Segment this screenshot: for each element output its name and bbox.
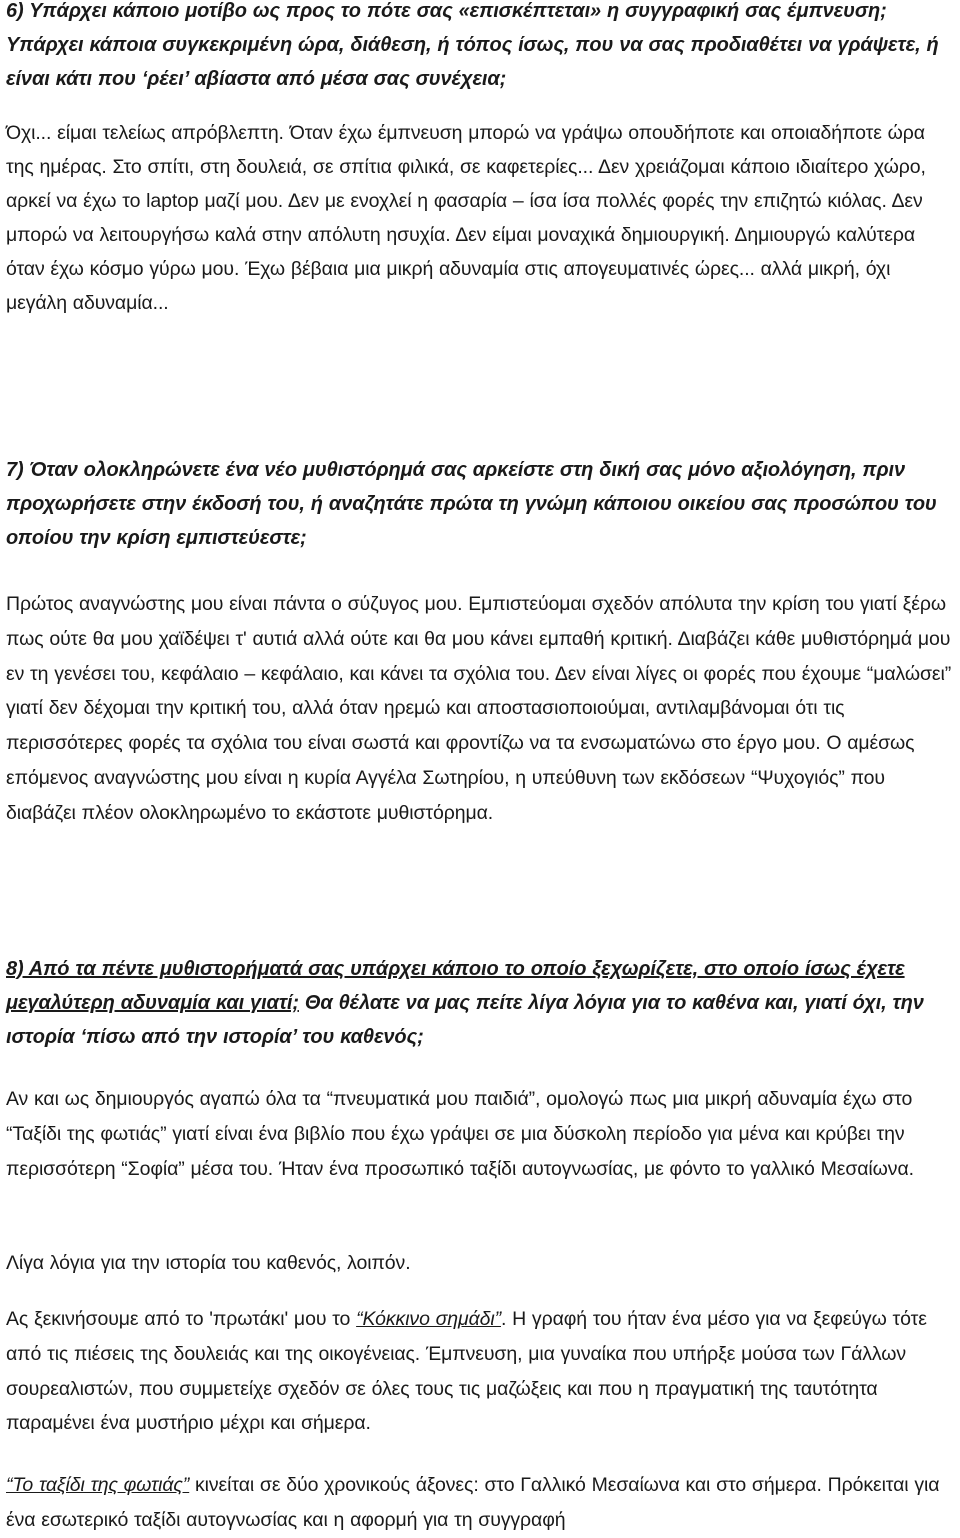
answer-6: Όχι... είμαι τελείως απρόβλεπτη. Όταν έχω έμπνευση μπορώ να γράψω οπουδήποτε και οποιαδήποτε ώρα της ημέρας. Στο σπίτι, στη δουλειά, σε σπίτια φιλικά, σε καφετερίες... Δεν χρειάζομαι κάποιο ιδιαίτερο χώρο, αρκεί να έχω το laptop μαζί μου. Δεν με ενοχλεί η φασαρία – ίσα ίσα πολλές φορές την επιζητώ κιόλας. Δεν μπορώ να λειτουργήσω καλά στην απόλυτη ησυχία. Δεν είμαι μοναχικά δημιουργική. Δημιουργώ καλύτερα όταν έχω κόσμο γύρω μου. Έχω βέβαια μια μικρή αδυναμία στις απογευματινές ώρες... αλλά μικρή, όχι μεγάλη αδυναμία... bbox=[6, 122, 926, 314]
question-7: 7) Όταν ολοκληρώνετε ένα νέο μυθιστόρημά σας αρκείστε στη δική σας μόνο αξιολόγηση, πριν προχωρήσετε στην έκδοσή του, ή αναζητάτε πρώτα τη γνώμη κάποιου οικείου σας προσώπου του οποίου την κρίση εμπιστεύεστε; bbox=[6, 459, 937, 549]
book-title-taxidi-tis-fotias: “Το ταξίδι της φωτιάς” bbox=[6, 1474, 190, 1496]
answer-8-p4-body: κινείται σε δύο χρονικούς άξονες: στο Γαλλικό Μεσαίωνα και στο σήμερα. Πρόκειται για ένα εσωτερικό ταξίδι αυτογνωσίας και η αφορμή για τη συγγραφή bbox=[6, 1474, 940, 1531]
question-6: 6) Υπάρχει κάποιο μοτίβο ως προς το πότε σας «επισκέπτεται» η συγγραφική σας έμπνευση; Υπάρχει κάποια συγκεκριμένη ώρα, διάθεση, ή τόπος ίσως, που να σας προδιαθέτει να γράψετε, ή είναι κάτι που ‘ρέει’ αβίαστα από μέσα σας συνέχεια; bbox=[6, 0, 939, 90]
answer-8-p3-body: . Η γραφή του ήταν ένα μέσο για να ξεφεύγω τότε από τις πιέσεις της δουλειάς και της οικογένειας. Έμπνευση, μια γυναίκα που υπήρξε μούσα των Γάλλων σουρεαλιστών, που συμμετείχε σχεδόν σε όλες τους τις μαζώξεις και που η πραγματική της ταυτότητα παραμένει ένα μυστήριο μέχρι και σήμερα. bbox=[6, 1308, 927, 1435]
answer-8-paragraph-1: Αν και ως δημιουργός αγαπώ όλα τα “πνευματικά μου παιδιά”, ομολογώ πως μια μικρή αδυναμία έχω στο “Ταξίδι της φωτιάς” γιατί είναι ένα βιβλίο που έχω γράψει σε μια δύσκολη περίοδο για μένα και κρύβει την περισσότερη “Σοφία” μέσα του. Ήταν ένα προσωπικό ταξίδι αυτογνωσίας, με φόντο το γαλλικό Μεσαίωνα. bbox=[6, 1088, 914, 1180]
answer-7: Πρώτος αναγνώστης μου είναι πάντα ο σύζυγος μου. Εμπιστεύομαι σχεδόν απόλυτα την κρίση του γιατί ξέρω πως ούτε θα μου χαϊδέψει τ' αυτιά αλλά ούτε και θα μου κάνει εμπαθή κριτική. Διαβάζει κάθε μυθιστόρημά μου εν τη γενέσει του, κεφάλαιο – κεφάλαιο, και κάνει τα σχόλια του. Δεν είναι λίγες οι φορές που έχουμε “μαλώσει” γιατί δεν δέχομαι την κριτική του, αλλά όταν ηρεμώ και αποστασιοποιούμαι, αντιλαμβάνομαι ότι τις περισσότερες φορές τα σχόλια του είναι σωστά και φροντίζω να τα ενσωματώνω στο έργο μου. Ο αμέσως επόμενος αναγνώστης μου είναι η κυρία Αγγέλα Σωτηρίου, η υπεύθυνη των εκδόσεων “Ψυχογιός” που διαβάζει πλέον ολοκληρωμένο το εκάστοτε μυθιστόρημα. bbox=[6, 593, 952, 824]
answer-8-paragraph-4 bbox=[6, 1468, 956, 1538]
answer-8-p3-intro: Ας ξεκινήσουμε από το 'πρωτάκι' μου το bbox=[6, 1308, 357, 1330]
book-title-kokkino-simadi: “Κόκκινο σημάδι” bbox=[356, 1308, 501, 1330]
answer-8-paragraph-2: Λίγα λόγια για την ιστορία του καθενός, λοιπόν. bbox=[6, 1252, 411, 1274]
answer-8-paragraph-3 bbox=[6, 1302, 956, 1441]
question-8-underlined-part: 8) Από τα πέντε μυθιστορήματά σας υπάρχει κάποιο το οποίο ξεχωρίζετε, στο οποίο ίσως έχετε μεγαλύτερη αδυναμία και γιατί; bbox=[6, 958, 905, 1014]
question-8-rest: Θα θέλατε να μας πείτε λίγα λόγια για το καθένα και, γιατί όχι, την ιστορία ‘πίσω από την ιστορία’ του καθενός; bbox=[6, 992, 924, 1048]
question-8 bbox=[6, 952, 956, 1054]
